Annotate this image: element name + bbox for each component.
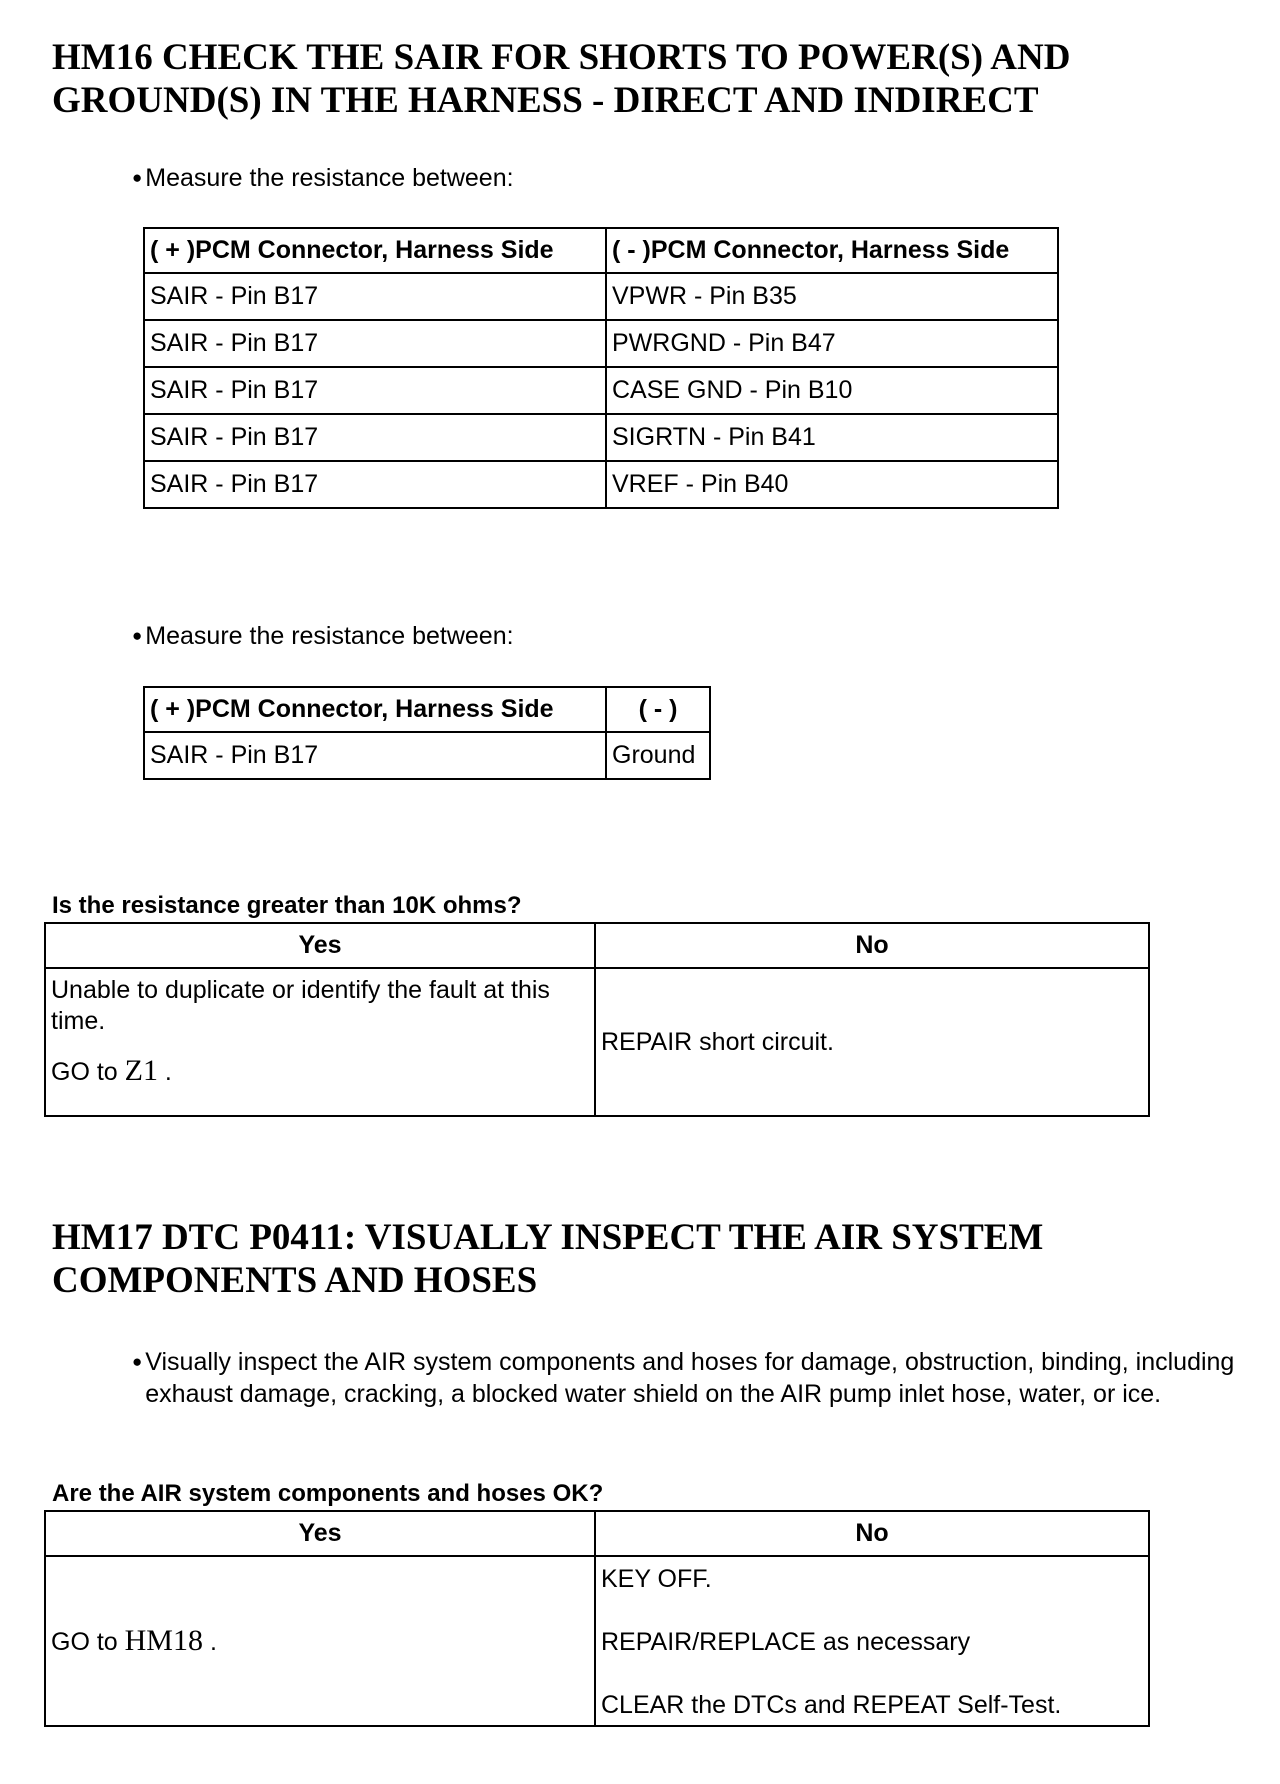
- table-cell: SAIR - Pin B17: [144, 367, 606, 414]
- bullet-dot-icon: ●: [132, 626, 143, 645]
- table-cell: SIGRTN - Pin B41: [606, 414, 1058, 461]
- no-step-2: REPAIR/REPLACE as necessary: [601, 1628, 971, 1656]
- no-header: No: [595, 1511, 1149, 1556]
- table-cell: SAIR - Pin B17: [144, 461, 606, 508]
- instruction-bullet-3: [132, 1346, 1242, 1410]
- table-cell: SAIR - Pin B17: [144, 414, 606, 461]
- bullet-dot-icon: ●: [132, 1352, 143, 1371]
- no-cell: [595, 1556, 1149, 1726]
- goto-link-hm18[interactable]: HM18: [124, 1624, 203, 1657]
- table-cell: PWRGND - Pin B47: [606, 320, 1058, 367]
- no-step-3: CLEAR the DTCs and REPEAT Self-Test.: [601, 1691, 1062, 1719]
- table-cell: SAIR - Pin B17: [144, 273, 606, 320]
- table-header: ( - )PCM Connector, Harness Side: [606, 228, 1058, 273]
- question-1: Is the resistance greater than 10K ohms?: [52, 892, 522, 919]
- yes-header: Yes: [45, 1511, 595, 1556]
- table-header: ( + )PCM Connector, Harness Side: [144, 687, 606, 732]
- section-heading-hm16: HM16 CHECK THE SAIR FOR SHORTS TO POWER(S) AND GROUND(S) IN THE HARNESS - DIRECT AND INDIRECT: [52, 37, 1071, 121]
- table-cell: SAIR - Pin B17: [144, 732, 606, 779]
- bullet-dot-icon: ●: [132, 168, 143, 187]
- yes-text: Unable to duplicate or identify the fault at this time.: [51, 976, 550, 1035]
- instruction-text: Measure the resistance between:: [145, 622, 514, 650]
- goto-link-z1[interactable]: Z1: [124, 1054, 158, 1087]
- goto-suffix: .: [209, 1628, 217, 1656]
- table-cell: SAIR - Pin B17: [144, 320, 606, 367]
- table-row: [144, 732, 710, 779]
- no-header: No: [595, 923, 1149, 968]
- decision-table-1: [44, 922, 1150, 1117]
- yes-cell: [45, 968, 595, 1116]
- section-heading-hm17: HM17 DTC P0411: VISUALLY INSPECT THE AIR SYSTEM COMPONENTS AND HOSES: [52, 1217, 1044, 1301]
- yes-goto: [51, 1055, 589, 1088]
- table-row: [144, 273, 1058, 320]
- resistance-table-1: [143, 227, 1059, 509]
- instruction-bullet-2: [132, 620, 514, 652]
- table-cell: VREF - Pin B40: [606, 461, 1058, 508]
- goto-prefix: GO to: [51, 1058, 118, 1086]
- table-row: [144, 320, 1058, 367]
- table-row: [144, 367, 1058, 414]
- yes-cell: [45, 1556, 595, 1726]
- goto-suffix: .: [164, 1058, 172, 1086]
- instruction-text: Visually inspect the AIR system components and hoses for damage, obstruction, binding, including exhaust damage, cracking, a blocked water shield on the AIR pump inlet hose, water, or ice.: [145, 1348, 1235, 1408]
- table-row: [144, 414, 1058, 461]
- instruction-bullet-1: [132, 162, 514, 194]
- table-header: ( + )PCM Connector, Harness Side: [144, 228, 606, 273]
- resistance-table-2: [143, 686, 711, 780]
- table-row: [144, 461, 1058, 508]
- instruction-text: Measure the resistance between:: [145, 164, 514, 192]
- goto-prefix: GO to: [51, 1628, 118, 1656]
- table-cell: CASE GND - Pin B10: [606, 367, 1058, 414]
- question-2: Are the AIR system components and hoses OK?: [52, 1480, 604, 1507]
- table-header: ( - ): [606, 687, 710, 732]
- no-step-1: KEY OFF.: [601, 1565, 712, 1593]
- decision-table-2: [44, 1510, 1150, 1727]
- table-cell: VPWR - Pin B35: [606, 273, 1058, 320]
- no-cell: REPAIR short circuit.: [595, 968, 1149, 1116]
- table-cell: Ground: [606, 732, 710, 779]
- yes-header: Yes: [45, 923, 595, 968]
